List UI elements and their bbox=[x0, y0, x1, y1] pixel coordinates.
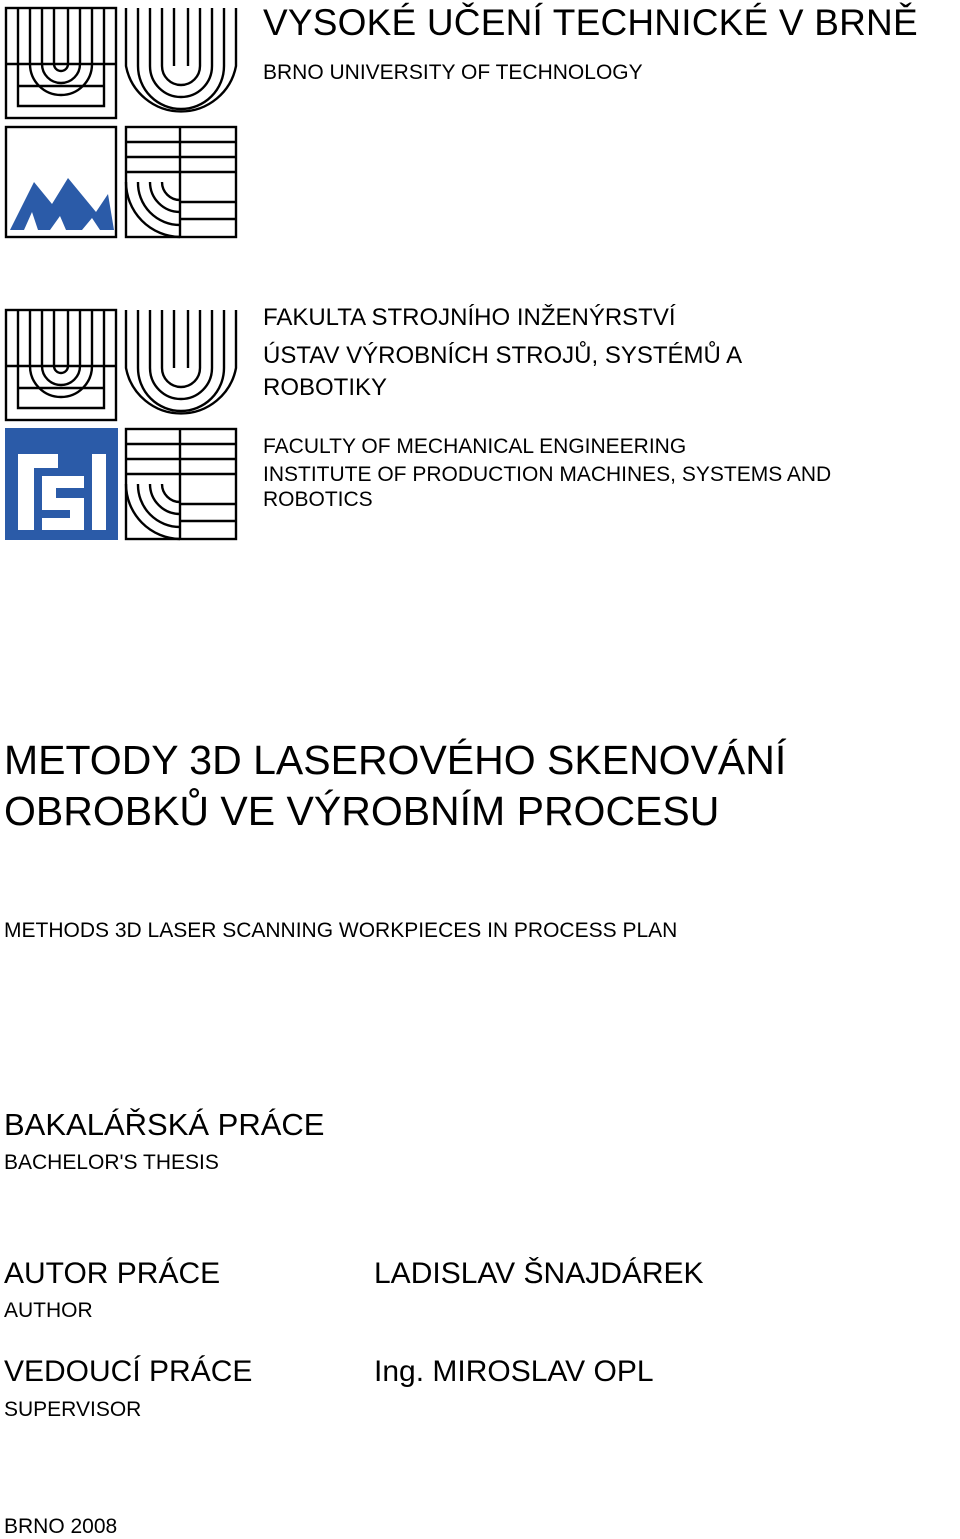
fsi-logo-icon bbox=[4, 308, 238, 541]
vut-logo-icon bbox=[4, 6, 238, 239]
thesis-title-en: METHODS 3D LASER SCANNING WORKPIECES IN PROCESS PLAN bbox=[4, 919, 678, 942]
institute-name-en: INSTITUTE OF PRODUCTION MACHINES, SYSTEMS AND ROBOTICS bbox=[263, 463, 832, 511]
faculty-name-cz: FAKULTA STROJNÍHO INŽENÝRSTVÍ bbox=[263, 304, 676, 331]
author-label-cz: AUTOR PRÁCE bbox=[4, 1257, 221, 1290]
institute-name-cz: ÚSTAV VÝROBNÍCH STROJŮ, SYSTÉMŮ A ROBOTIKY bbox=[263, 342, 741, 401]
place-and-year: BRNO 2008 bbox=[4, 1515, 118, 1538]
faculty-name-en: FACULTY OF MECHANICAL ENGINEERING bbox=[263, 435, 687, 458]
author-name: LADISLAV ŠNAJDÁREK bbox=[374, 1257, 704, 1290]
supervisor-label-en: SUPERVISOR bbox=[4, 1398, 142, 1421]
university-name-en: BRNO UNIVERSITY OF TECHNOLOGY bbox=[263, 61, 643, 84]
supervisor-label-cz: VEDOUCÍ PRÁCE bbox=[4, 1355, 253, 1388]
supervisor-name: Ing. MIROSLAV OPL bbox=[374, 1355, 654, 1388]
thesis-type-en: BACHELOR'S THESIS bbox=[4, 1151, 219, 1174]
thesis-type-cz: BAKALÁŘSKÁ PRÁCE bbox=[4, 1107, 325, 1142]
university-name-cz: VYSOKÉ UČENÍ TECHNICKÉ V BRNĚ bbox=[263, 2, 918, 43]
thesis-title-cz: METODY 3D LASEROVÉHO SKENOVÁNÍ OBROBKŮ VE VÝROBNÍM PROCESU bbox=[4, 737, 787, 834]
author-label-en: AUTHOR bbox=[4, 1299, 93, 1322]
